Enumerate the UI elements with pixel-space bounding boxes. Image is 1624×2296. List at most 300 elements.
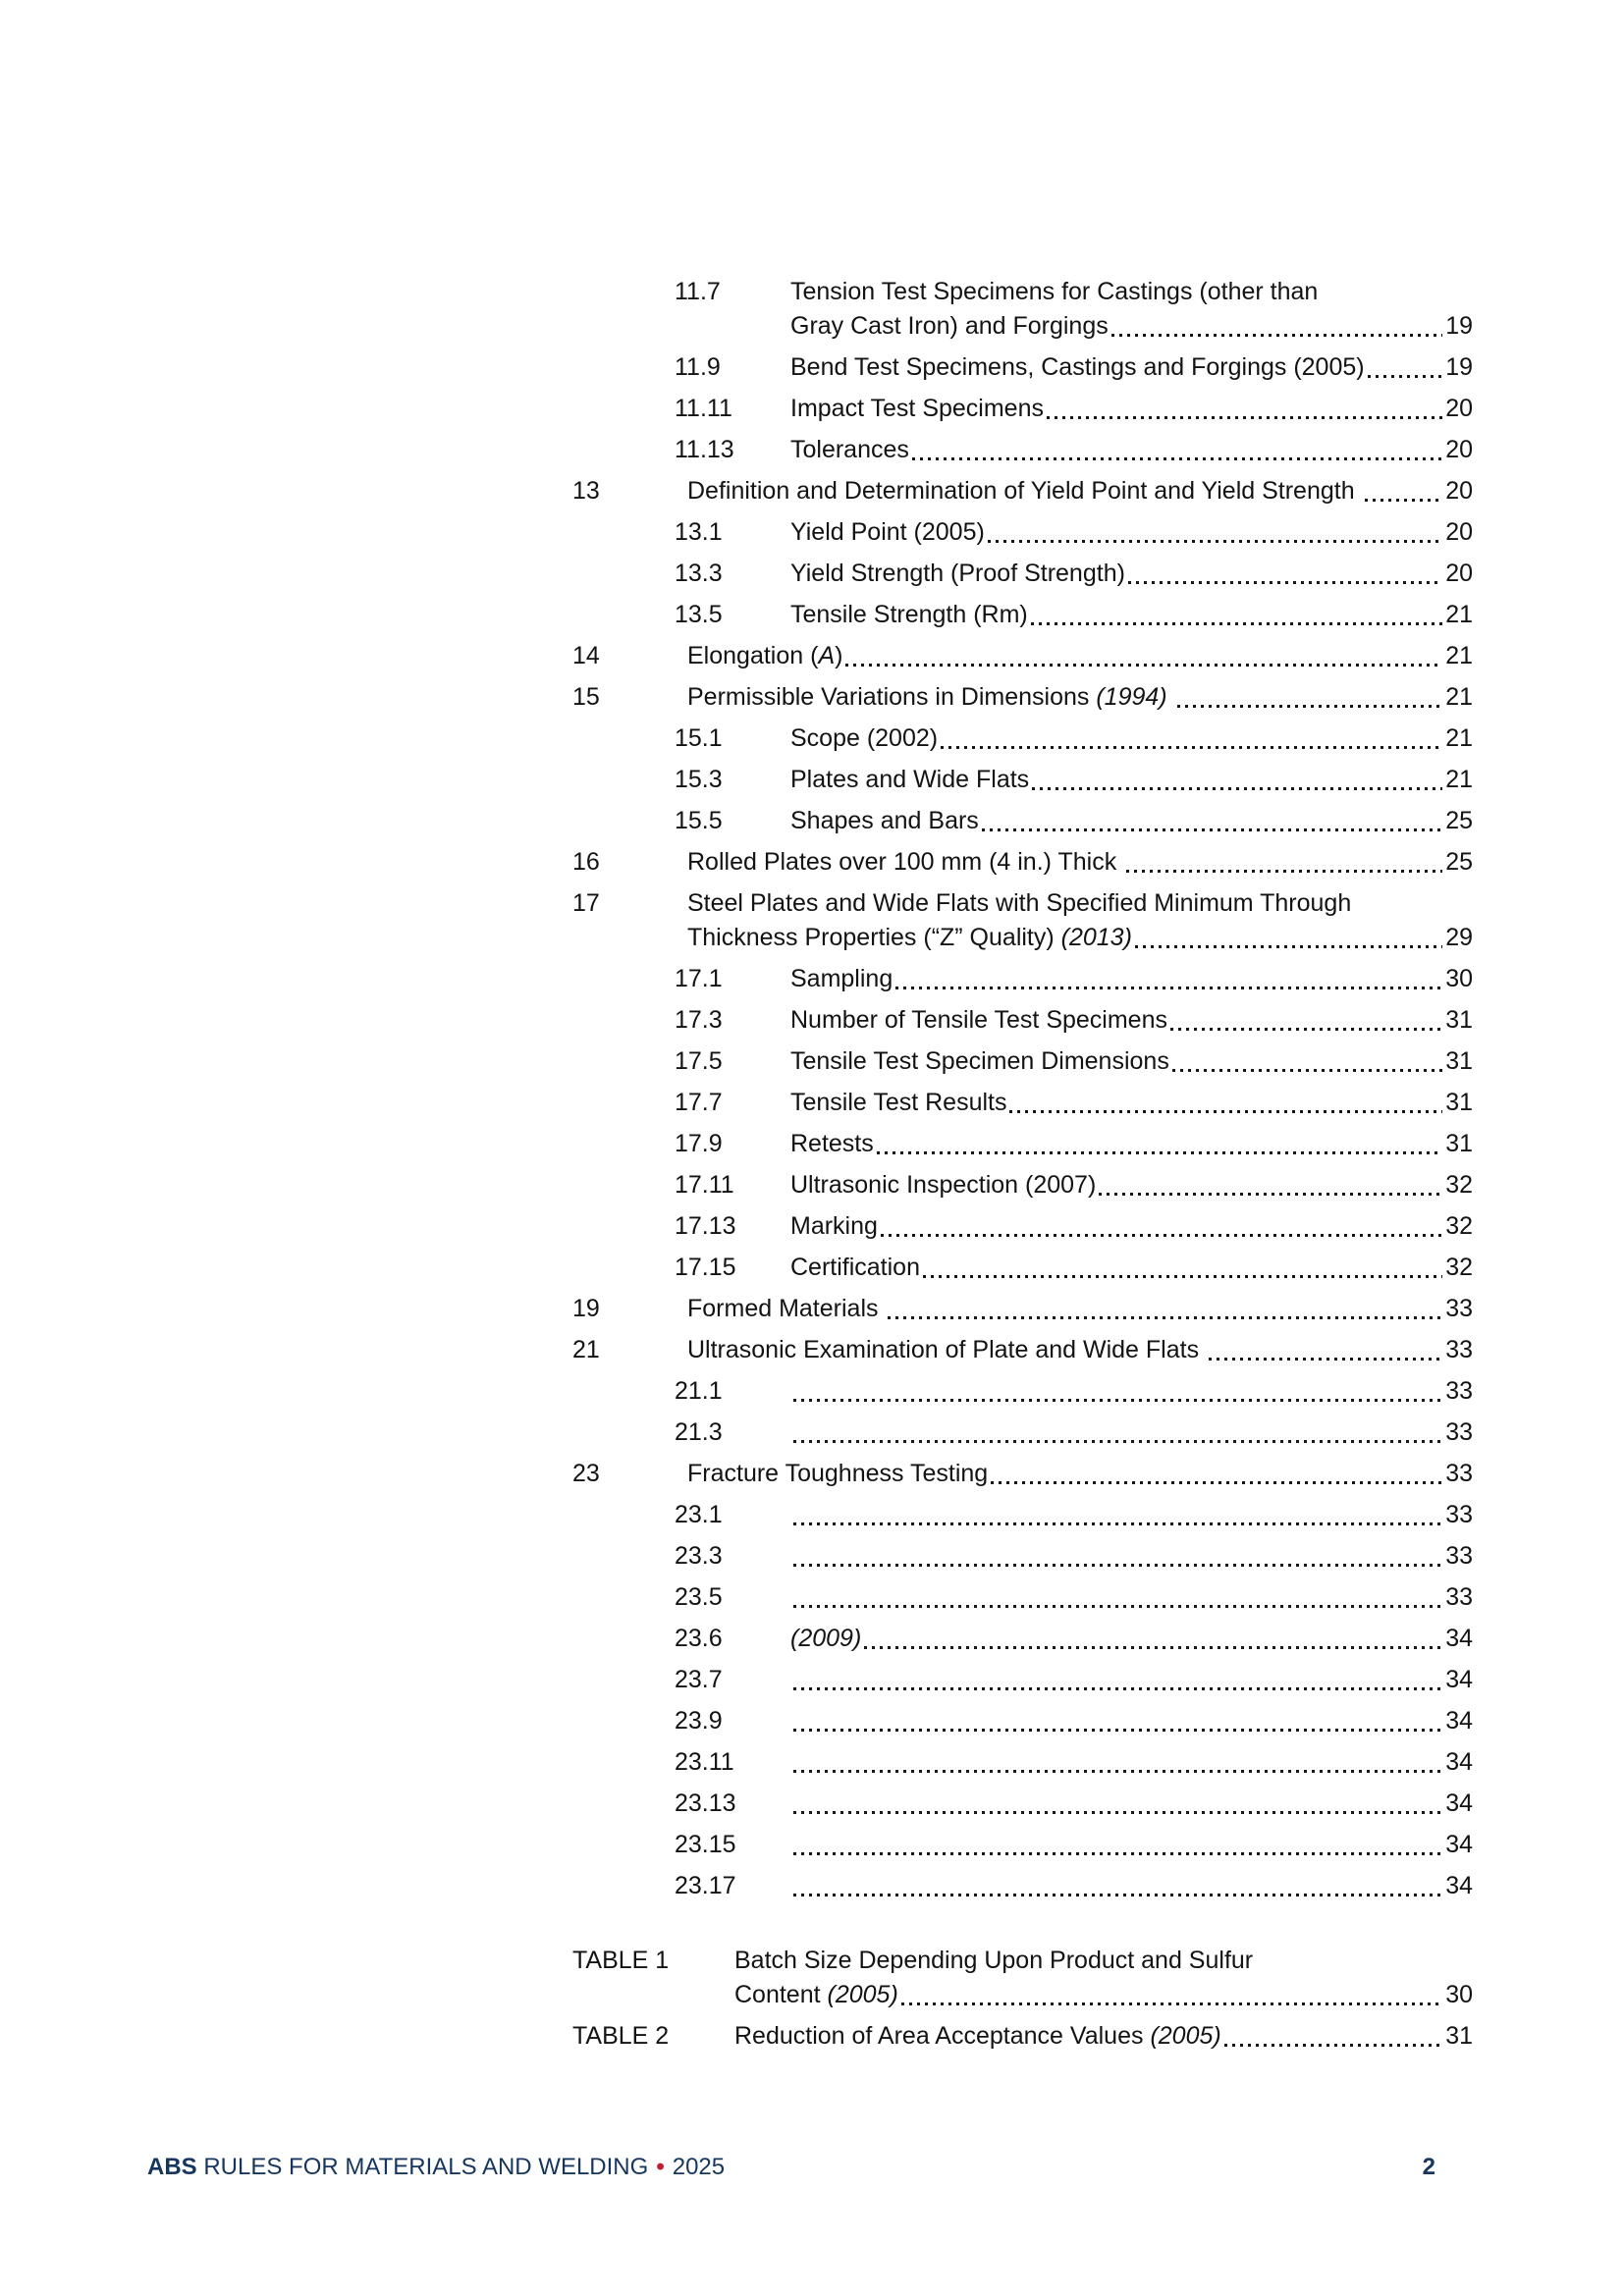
toc-entry-lastline — [687, 1292, 1473, 1326]
toc-entry-lastline — [790, 1003, 1473, 1038]
toc-entry-number: 23.7 — [675, 1666, 723, 1693]
toc-entry-title-run: Certification — [790, 1254, 920, 1281]
dot-leader — [791, 1787, 1444, 1821]
toc-entry-title-run: Number of Tensile Test Specimens — [790, 1006, 1167, 1034]
toc-entry-page: 20 — [1445, 395, 1473, 422]
toc-entry-number: 17.3 — [675, 1006, 723, 1034]
toc-entry-number: 14 — [572, 642, 600, 669]
dot-leader — [986, 515, 1444, 550]
toc-entry-lastline — [790, 350, 1473, 385]
toc-table-label: TABLE 2 — [572, 2022, 670, 2050]
dot-leader — [862, 1622, 1444, 1656]
toc-entry-lastline — [734, 1978, 1473, 2012]
toc-entry-number: 17.9 — [675, 1130, 723, 1157]
toc-table-list — [572, 1944, 1473, 2054]
toc-entry-title-run: Tensile Strength (Rm) — [790, 601, 1028, 628]
toc-entry-page: 33 — [1445, 1501, 1473, 1528]
toc-entry-page: 32 — [1445, 1171, 1473, 1199]
toc-entry-title-run: Sampling — [790, 965, 893, 992]
toc-entry-number: 23.15 — [675, 1831, 736, 1858]
toc-table-label: TABLE 1 — [572, 1947, 670, 1974]
toc-entry — [572, 1869, 1473, 1903]
toc-entry-lastline — [790, 1787, 1473, 1821]
toc-entry-title — [790, 433, 909, 467]
toc-entry-page: 33 — [1445, 1295, 1473, 1322]
toc-entry-page: 21 — [1445, 642, 1473, 669]
toc-entry-title — [790, 721, 938, 756]
toc-entry-title-run: Definition and Determination of Yield Point and Yield Strength — [687, 477, 1362, 505]
toc-entry-title — [790, 598, 1028, 632]
toc-entry-title-italic-run: (2009) — [790, 1625, 862, 1652]
toc-entry — [572, 1086, 1473, 1120]
toc-entry-lastline — [790, 1828, 1473, 1862]
toc-entry-page: 34 — [1445, 1707, 1473, 1735]
toc-entry-title-run: Gray Cast Iron) and Forgings — [790, 312, 1109, 340]
toc-entry-title-run: Content — [734, 1981, 828, 2008]
toc-entry-line — [687, 886, 1473, 921]
toc-entry-body — [790, 598, 1473, 632]
toc-entry-lastline — [734, 2019, 1473, 2054]
toc-entry — [572, 1457, 1473, 1491]
toc-entry-body — [790, 275, 1473, 344]
toc-entry-body — [790, 1127, 1473, 1161]
toc-entry-number: 23.11 — [675, 1748, 734, 1776]
toc-entry-lastline — [687, 680, 1473, 715]
toc-entry-page: 21 — [1445, 724, 1473, 752]
toc-entry — [572, 1044, 1473, 1079]
toc-entry-title-run: Rolled Plates over 100 mm (4 in.) Thick — [687, 848, 1124, 876]
toc-entry-page: 21 — [1445, 601, 1473, 628]
toc-entry — [572, 1003, 1473, 1038]
dot-leader — [1030, 763, 1444, 797]
toc-entry-body — [790, 763, 1473, 797]
toc-entry-lastline — [687, 639, 1473, 673]
toc-entry-body — [687, 1333, 1473, 1367]
toc-entry-body — [734, 1944, 1473, 2012]
toc-entry-body — [790, 557, 1473, 591]
dot-leader — [893, 962, 1444, 996]
toc-entry-number: 13.3 — [675, 560, 723, 587]
toc-entry-lastline — [687, 1333, 1473, 1367]
toc-entry — [572, 1168, 1473, 1202]
toc-entry-title-run: Tensile Test Results — [790, 1089, 1007, 1116]
toc-entry-body — [790, 1168, 1473, 1202]
toc-entry-body — [687, 886, 1473, 955]
toc-entry-number: 11.7 — [675, 278, 721, 305]
toc-entry-page: 34 — [1445, 1872, 1473, 1899]
toc-entry-page: 33 — [1445, 1377, 1473, 1405]
toc-entry — [572, 1622, 1473, 1656]
toc-entry-page: 32 — [1445, 1212, 1473, 1240]
toc-entry-body — [790, 1044, 1473, 1079]
toc-entry-lastline — [790, 1415, 1473, 1450]
toc-entry-lastline — [790, 1663, 1473, 1697]
toc-entry-number: 17.13 — [675, 1212, 736, 1240]
toc-entry — [572, 1127, 1473, 1161]
toc-entry-page: 34 — [1445, 1625, 1473, 1652]
toc-entry-page: 31 — [1445, 2022, 1473, 2050]
toc-entry-page: 33 — [1445, 1583, 1473, 1611]
toc-entry-lastline — [790, 1580, 1473, 1615]
toc-entry — [572, 1498, 1473, 1532]
toc-entry-page: 33 — [1445, 1542, 1473, 1570]
toc-entry-page: 31 — [1445, 1006, 1473, 1034]
dot-leader — [1133, 921, 1444, 955]
toc-entry — [572, 1944, 1473, 2012]
toc-entry-body — [790, 1745, 1473, 1780]
toc-entry — [572, 275, 1473, 344]
toc-entry-lastline — [790, 1127, 1473, 1161]
toc-entry-line — [790, 275, 1473, 309]
toc-entry-number: 21.3 — [675, 1418, 723, 1446]
toc-entry — [572, 1251, 1473, 1285]
toc-entry — [572, 962, 1473, 996]
toc-entry-number: 15 — [572, 683, 600, 711]
toc-entry-title — [790, 392, 1044, 426]
toc-entry — [572, 845, 1473, 880]
toc-entry-title-run — [1167, 683, 1174, 711]
toc-entry — [572, 1415, 1473, 1450]
toc-entry-title — [687, 1333, 1206, 1367]
toc-entry-title — [790, 1168, 1096, 1202]
toc-entry-page: 34 — [1445, 1666, 1473, 1693]
toc-entry-page: 20 — [1445, 436, 1473, 463]
toc-entry-page: 34 — [1445, 1831, 1473, 1858]
table-of-contents — [572, 275, 1473, 2060]
toc-entry — [572, 1333, 1473, 1367]
toc-entry-title-italic-run: (2005) — [827, 1981, 898, 2008]
toc-entry-title-run: Tension Test Specimens for Castings (other than — [790, 278, 1319, 305]
toc-entry-number: 23.3 — [675, 1542, 723, 1570]
toc-entry-title — [790, 1086, 1006, 1120]
toc-entry-title — [790, 962, 893, 996]
toc-entry-page: 21 — [1445, 683, 1473, 711]
toc-entry — [572, 433, 1473, 467]
toc-entry-page: 25 — [1445, 848, 1473, 876]
toc-entry-body — [790, 433, 1473, 467]
toc-entry-body — [687, 474, 1473, 508]
toc-entry-title-run: Thickness Properties (“Z” Quality) — [687, 924, 1061, 951]
toc-entry-body — [790, 392, 1473, 426]
toc-entry-body — [790, 1374, 1473, 1409]
dot-leader — [791, 1498, 1444, 1532]
dot-leader — [1097, 1168, 1444, 1202]
toc-entry-lastline — [790, 1374, 1473, 1409]
toc-entry-number: 17.1 — [675, 965, 723, 992]
toc-entry-page: 32 — [1445, 1254, 1473, 1281]
toc-entry-number: 21 — [572, 1336, 600, 1363]
toc-entry-lastline — [790, 721, 1473, 756]
dot-leader — [791, 1828, 1444, 1862]
toc-entry-number: 17.5 — [675, 1047, 723, 1075]
toc-entry-title — [687, 680, 1174, 715]
toc-entry-title — [687, 1292, 885, 1326]
toc-entry-title — [790, 1251, 920, 1285]
toc-entry-page: 20 — [1445, 518, 1473, 546]
toc-entry-body — [790, 1580, 1473, 1615]
footer-text — [147, 2153, 725, 2182]
toc-entry-page: 33 — [1445, 1336, 1473, 1363]
toc-entry-title — [734, 1944, 1253, 1978]
toc-entry — [572, 598, 1473, 632]
toc-entry-number: 11.11 — [675, 395, 732, 422]
toc-entry-body — [790, 1869, 1473, 1903]
toc-entry-title-run: Fracture Toughness Testing — [687, 1460, 989, 1487]
toc-entry-lastline — [790, 1498, 1473, 1532]
toc-entry — [572, 1539, 1473, 1574]
toc-entry-body — [790, 962, 1473, 996]
toc-entry-lastline — [790, 804, 1473, 838]
dot-leader — [1222, 2019, 1444, 2054]
toc-entry-title-italic-run: (2013) — [1060, 924, 1132, 951]
dot-leader — [980, 804, 1444, 838]
toc-entry — [572, 886, 1473, 955]
toc-entry-title-italic-run: (2005) — [1150, 2022, 1221, 2050]
dot-leader — [1110, 309, 1444, 344]
toc-entry-page: 31 — [1445, 1047, 1473, 1075]
toc-entry-title — [790, 804, 979, 838]
toc-entry-body — [790, 1086, 1473, 1120]
dot-leader — [1124, 845, 1444, 880]
toc-entry-title-run: ) — [835, 642, 843, 669]
toc-entry-lastline — [687, 845, 1473, 880]
dot-leader — [791, 1745, 1444, 1780]
toc-entry-title — [790, 1209, 878, 1244]
toc-entry-page: 21 — [1445, 766, 1473, 793]
toc-entry-number: 23 — [572, 1460, 600, 1487]
toc-entry-title — [790, 1044, 1169, 1079]
toc-entry-body — [790, 1663, 1473, 1697]
dot-leader — [939, 721, 1444, 756]
toc-entry-body — [790, 804, 1473, 838]
toc-entry-page: 19 — [1445, 312, 1473, 340]
toc-entry-title — [687, 474, 1362, 508]
toc-entry — [572, 1209, 1473, 1244]
toc-entry — [572, 474, 1473, 508]
toc-entry-title — [734, 1978, 898, 2012]
dot-leader — [791, 1869, 1444, 1903]
toc-entry — [572, 721, 1473, 756]
toc-entry-number: 13 — [572, 477, 600, 505]
dot-leader — [989, 1457, 1444, 1491]
toc-entry-number: 15.1 — [675, 724, 723, 752]
toc-entry-lastline — [790, 1539, 1473, 1574]
toc-entry — [572, 515, 1473, 550]
toc-entry-body — [790, 1498, 1473, 1532]
toc-entry-lastline — [790, 1251, 1473, 1285]
footer-year: 2025 — [672, 2154, 726, 2180]
dot-leader — [875, 1127, 1444, 1161]
toc-entry-lastline — [790, 433, 1473, 467]
toc-entry-lastline — [790, 1168, 1473, 1202]
toc-entry-number: 13.5 — [675, 601, 723, 628]
toc-entry-page: 31 — [1445, 1089, 1473, 1116]
toc-entry-body — [687, 639, 1473, 673]
dot-leader — [791, 1539, 1444, 1574]
footer-bullet-separator: • — [656, 2154, 665, 2180]
dot-leader — [879, 1209, 1444, 1244]
toc-entry-page: 30 — [1445, 965, 1473, 992]
toc-entry-title-run: Bend Test Specimens, Castings and Forgings (2005) — [790, 353, 1365, 381]
footer-document-title: RULES FOR MATERIALS AND WELDING — [203, 2154, 649, 2180]
dot-leader — [921, 1251, 1444, 1285]
dot-leader — [1126, 557, 1444, 591]
toc-entry-title-run: Plates and Wide Flats — [790, 766, 1030, 793]
toc-entry-body — [790, 350, 1473, 385]
toc-entry-title — [790, 557, 1125, 591]
dot-leader — [1007, 1086, 1444, 1120]
toc-entry-line — [734, 1944, 1473, 1978]
toc-entry-page: 34 — [1445, 1748, 1473, 1776]
toc-entry-number: 17 — [572, 889, 600, 917]
toc-entry — [572, 1787, 1473, 1821]
toc-entry-page: 25 — [1445, 807, 1473, 834]
dot-leader — [791, 1374, 1444, 1409]
toc-entry-title-run: Ultrasonic Inspection (2007) — [790, 1171, 1097, 1199]
toc-entry-title-run: Reduction of Area Acceptance Values — [734, 2022, 1151, 2050]
toc-entry-body — [790, 1415, 1473, 1450]
toc-entry — [572, 804, 1473, 838]
toc-entry-body — [790, 1828, 1473, 1862]
toc-entry-number: 11.9 — [675, 353, 721, 381]
toc-entry-body — [790, 1251, 1473, 1285]
dot-leader — [1175, 680, 1444, 715]
toc-entry — [572, 1745, 1473, 1780]
toc-entry-page: 29 — [1445, 924, 1473, 951]
toc-entry-page: 34 — [1445, 1789, 1473, 1817]
toc-entry-number: 15.5 — [675, 807, 723, 834]
toc-entry-page: 20 — [1445, 477, 1473, 505]
toc-entry-lastline — [790, 1044, 1473, 1079]
toc-entry-body — [790, 515, 1473, 550]
toc-entry-body — [687, 1292, 1473, 1326]
toc-entry-lastline — [790, 962, 1473, 996]
toc-entry-number: 16 — [572, 848, 600, 876]
toc-entry-title — [687, 1457, 988, 1491]
toc-entry — [572, 1828, 1473, 1862]
toc-entry-title-run: Yield Point (2005) — [790, 518, 985, 546]
abs-brand-text: ABS — [147, 2154, 197, 2180]
dot-leader — [843, 639, 1444, 673]
toc-entry-number: 17.11 — [675, 1171, 734, 1199]
toc-entry-title — [687, 639, 842, 673]
dot-leader — [1045, 392, 1444, 426]
toc-entry-lastline — [790, 392, 1473, 426]
toc-entry-body — [790, 1704, 1473, 1738]
toc-entry-body — [790, 721, 1473, 756]
toc-entry-body — [790, 1539, 1473, 1574]
toc-entry — [572, 2019, 1473, 2054]
toc-entry — [572, 1580, 1473, 1615]
toc-entry-title-run: Tolerances — [790, 436, 909, 463]
dot-leader — [1363, 474, 1444, 508]
toc-entry-title — [790, 1622, 861, 1656]
toc-entry-title-run: Shapes and Bars — [790, 807, 979, 834]
footer-page-number: 2 — [1422, 2154, 1435, 2180]
toc-entry-lastline — [687, 1457, 1473, 1491]
toc-entry-title — [790, 1003, 1167, 1038]
toc-entry-body — [687, 845, 1473, 880]
toc-entry-body — [687, 680, 1473, 715]
toc-entry-title — [790, 309, 1109, 344]
toc-entry — [572, 1292, 1473, 1326]
toc-entry-body — [790, 1209, 1473, 1244]
dot-leader — [910, 433, 1444, 467]
toc-entry-title-run: Marking — [790, 1212, 878, 1240]
toc-entry-title-run: Scope (2002) — [790, 724, 939, 752]
toc-entry-title-run: Yield Strength (Proof Strength) — [790, 560, 1125, 587]
toc-entry-number: 23.5 — [675, 1583, 723, 1611]
toc-entry-lastline — [790, 763, 1473, 797]
toc-entry-page: 19 — [1445, 353, 1473, 381]
toc-item-list — [572, 275, 1473, 1903]
toc-entry-lastline — [790, 515, 1473, 550]
dot-leader — [1170, 1044, 1444, 1079]
toc-entry-title-run: Retests — [790, 1130, 874, 1157]
toc-entry-title — [790, 275, 1318, 309]
toc-entry-title — [687, 886, 1351, 921]
toc-entry — [572, 1704, 1473, 1738]
toc-entry-title — [790, 1127, 874, 1161]
toc-entry-number: 19 — [572, 1295, 600, 1322]
toc-entry-title — [790, 350, 1365, 385]
toc-entry-lastline — [687, 921, 1473, 955]
toc-entry — [572, 350, 1473, 385]
toc-entry — [572, 680, 1473, 715]
toc-entry-page: 31 — [1445, 1130, 1473, 1157]
dot-leader — [791, 1704, 1444, 1738]
toc-entry — [572, 1374, 1473, 1409]
toc-entry-number: 17.7 — [675, 1089, 723, 1116]
toc-entry-lastline — [790, 1704, 1473, 1738]
toc-entry-title-run: Elongation ( — [687, 642, 819, 669]
toc-entry-title — [687, 845, 1123, 880]
toc-entry-body — [790, 1003, 1473, 1038]
toc-entry-number: 23.1 — [675, 1501, 723, 1528]
dot-leader — [1207, 1333, 1444, 1367]
toc-entry-title-italic-run: A — [818, 642, 836, 669]
toc-entry-page: 33 — [1445, 1418, 1473, 1446]
dot-leader — [899, 1978, 1444, 2012]
toc-entry-number: 17.15 — [675, 1254, 736, 1281]
toc-entry-lastline — [790, 557, 1473, 591]
toc-entry-title — [734, 2019, 1221, 2054]
dot-leader — [791, 1415, 1444, 1450]
dot-leader — [1029, 598, 1444, 632]
toc-entry-body — [790, 1787, 1473, 1821]
toc-entry-lastline — [790, 1086, 1473, 1120]
toc-entry — [572, 392, 1473, 426]
toc-entry-title — [790, 515, 985, 550]
toc-entry — [572, 557, 1473, 591]
toc-entry-lastline — [790, 1209, 1473, 1244]
toc-entry-title — [687, 921, 1132, 955]
toc-entry-number: 11.13 — [675, 436, 734, 463]
toc-entry-lastline — [790, 1745, 1473, 1780]
toc-entry-body — [687, 1457, 1473, 1491]
toc-entry-title-run: Permissible Variations in Dimensions — [687, 683, 1097, 711]
toc-entry-page: 33 — [1445, 1460, 1473, 1487]
toc-entry-title-italic-run: (1994) — [1096, 683, 1167, 711]
page-footer — [147, 2153, 1435, 2182]
toc-entry-number: 23.13 — [675, 1789, 736, 1817]
toc-entry-lastline — [790, 1622, 1473, 1656]
toc-entry-number: 23.17 — [675, 1872, 736, 1899]
toc-entry-lastline — [790, 598, 1473, 632]
dot-leader — [791, 1663, 1444, 1697]
toc-entry-number: 13.1 — [675, 518, 723, 546]
dot-leader — [1168, 1003, 1444, 1038]
